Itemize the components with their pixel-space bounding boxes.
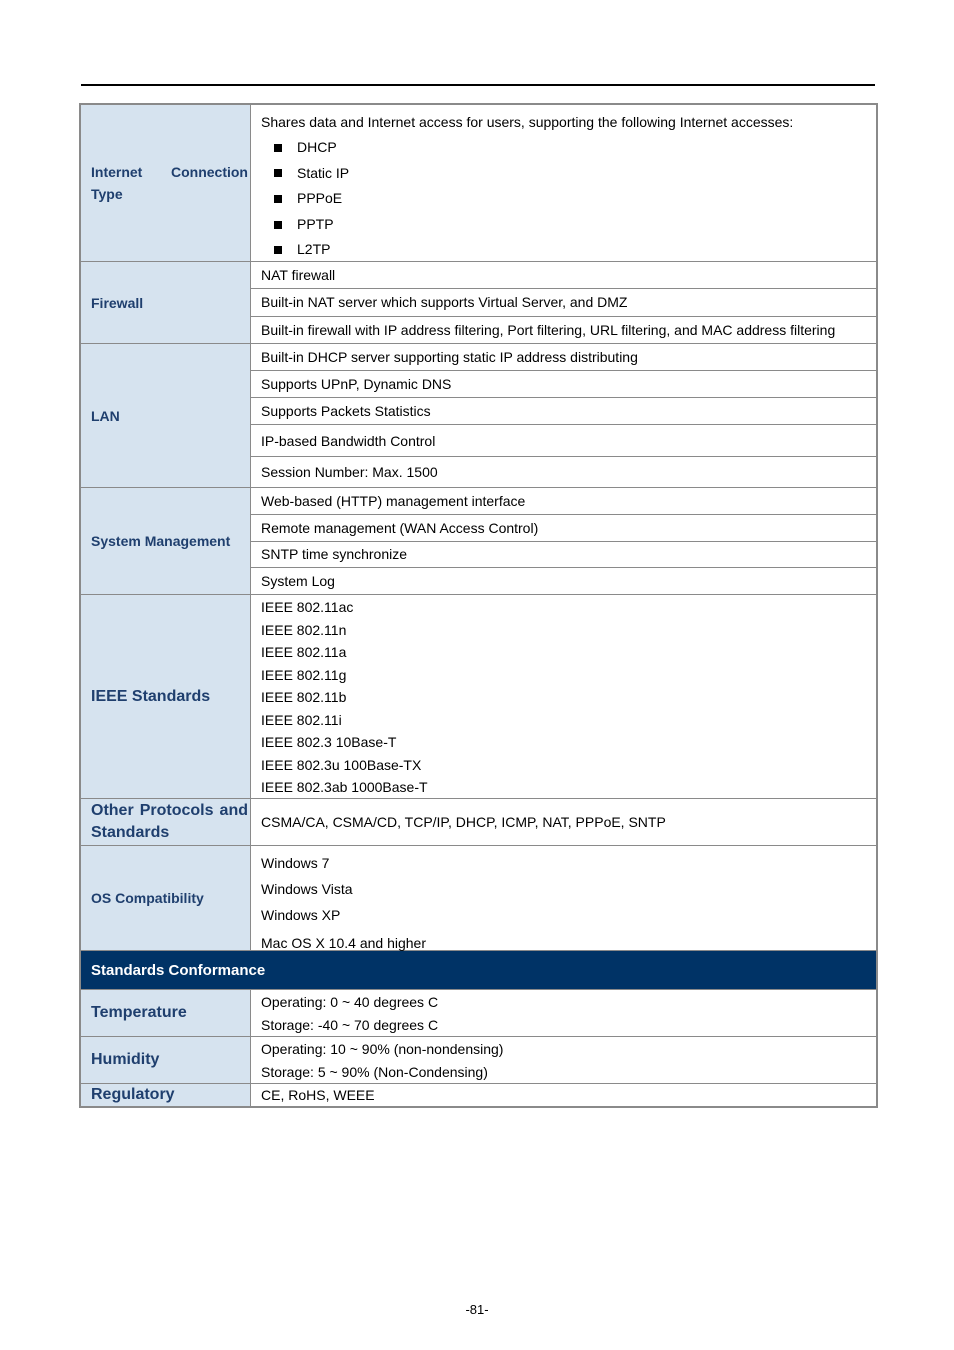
row-text: Built-in firewall with IP address filtering, Port filtering, URL filtering, and MAC address filtering <box>261 321 836 338</box>
spec-value-other-protocols <box>251 799 876 845</box>
label-line: Standards <box>91 824 170 841</box>
list-item <box>261 212 866 238</box>
list-item <box>261 135 866 161</box>
os-line: Windows Vista <box>261 881 353 897</box>
spec-row <box>251 515 876 542</box>
row-text: Built-in DHCP server supporting static IP address distributing <box>261 349 638 365</box>
spec-group-os <box>81 846 876 951</box>
spec-group-system-management <box>81 488 876 595</box>
os-line: Windows 7 <box>261 855 330 871</box>
standard-line: IEEE 802.11a <box>261 644 347 660</box>
standard-line: IEEE 802.11b <box>261 689 347 705</box>
spec-value-humidity <box>251 1037 876 1083</box>
standard-line: IEEE 802.11ac <box>261 599 354 615</box>
list-item <box>261 237 866 263</box>
os-line: Windows XP <box>261 907 341 923</box>
spec-label-regulatory <box>81 1084 251 1106</box>
internet-intro: Shares data and Internet access for users, supporting the following Internet accesses: <box>261 114 794 130</box>
row-text: Session Number: Max. 1500 <box>261 464 438 480</box>
page-number: -81- <box>465 1302 489 1317</box>
standard-line: IEEE 802.11i <box>261 711 342 728</box>
spec-value-lan <box>251 344 876 487</box>
spec-label-lan <box>81 344 251 487</box>
square-bullet-icon <box>274 221 282 229</box>
spec-row <box>251 398 876 425</box>
row-text: Web-based (HTTP) management interface <box>261 492 526 509</box>
spec-value-firewall <box>251 262 876 343</box>
square-bullet-icon <box>274 169 282 177</box>
spec-label-temperature <box>81 990 251 1036</box>
label-line: Other Protocols and <box>91 802 248 819</box>
row-text: System Log <box>261 573 335 590</box>
spec-label-os <box>81 846 251 950</box>
spec-row <box>251 457 876 487</box>
top-rule <box>81 84 875 86</box>
value-line: Storage: -40 ~ 70 degrees C <box>261 1016 439 1033</box>
standard-line: IEEE 802.3 10Base-T <box>261 734 397 750</box>
spec-label-firewall <box>81 262 251 343</box>
spec-group-ieee <box>81 595 876 799</box>
section-title: Standards Conformance <box>91 961 266 979</box>
label-text: System Management <box>91 533 231 549</box>
spec-row <box>251 262 876 289</box>
spec-group-humidity <box>81 1037 876 1084</box>
spec-row <box>251 289 876 316</box>
spec-value-internet <box>251 105 876 261</box>
section-header-standards-conformance <box>81 951 876 990</box>
os-line: Mac OS X 10.4 and higher <box>261 935 426 951</box>
list-item-text: L2TP <box>297 241 331 258</box>
list-item <box>261 186 866 212</box>
spec-table <box>79 103 878 1108</box>
square-bullet-icon <box>274 144 282 152</box>
row-text: Remote management (WAN Access Control) <box>261 519 539 536</box>
list-item <box>261 161 866 187</box>
spec-row <box>251 371 876 398</box>
row-text: Built-in NAT server which supports Virtual Server, and DMZ <box>261 294 628 311</box>
label-text: LAN <box>91 407 120 424</box>
spec-group-other-protocols <box>81 799 876 846</box>
list-item-text: DHCP <box>297 139 337 155</box>
spec-row <box>251 568 876 594</box>
spec-label-other-protocols <box>81 799 251 845</box>
list-item-text: Static IP <box>297 164 350 181</box>
spec-group-lan <box>81 344 876 488</box>
spec-row <box>251 344 876 371</box>
spec-row <box>251 542 876 569</box>
label-text: OS Compatibility <box>91 890 204 906</box>
standard-line: IEEE 802.11n <box>261 621 347 638</box>
standard-line: IEEE 802.3ab 1000Base-T <box>261 779 428 795</box>
label-text: Temperature <box>91 1004 187 1021</box>
standard-line: IEEE 802.11g <box>261 666 347 683</box>
spec-group-temperature <box>81 990 876 1037</box>
list-item-text: PPPoE <box>297 190 343 207</box>
label-text: Humidity <box>91 1051 160 1068</box>
row-text: NAT firewall <box>261 267 336 284</box>
row-text: Supports Packets Statistics <box>261 403 431 419</box>
label-text: Firewall <box>91 294 144 311</box>
spec-value-ieee <box>251 595 876 798</box>
square-bullet-icon <box>274 246 282 254</box>
spec-value-system-management <box>251 488 876 594</box>
spec-value-temperature <box>251 990 876 1036</box>
row-text: SNTP time synchronize <box>261 546 408 563</box>
standard-line: IEEE 802.3u 100Base-TX <box>261 756 422 773</box>
square-bullet-icon <box>274 195 282 203</box>
row-text: Supports UPnP, Dynamic DNS <box>261 376 452 392</box>
value-line: Operating: 0 ~ 40 degrees C <box>261 994 439 1010</box>
row-text: IP-based Bandwidth Control <box>261 432 436 449</box>
spec-label-ieee <box>81 595 251 798</box>
row-text: CSMA/CA, CSMA/CD, TCP/IP, DHCP, ICMP, NAT, PPPoE, SNTP <box>261 814 666 830</box>
value-line: Storage: 5 ~ 90% (Non-Condensing) <box>261 1063 488 1080</box>
spec-group-firewall <box>81 262 876 344</box>
spec-group-internet <box>81 105 876 262</box>
spec-group-regulatory <box>81 1084 876 1106</box>
spec-label-humidity <box>81 1037 251 1083</box>
label-line: Internet Connection <box>91 164 248 180</box>
value-line: Operating: 10 ~ 90% (non-nondensing) <box>261 1041 504 1057</box>
row-text: CE, RoHS, WEEE <box>261 1087 375 1103</box>
spec-label-internet <box>81 105 251 261</box>
spec-row <box>251 425 876 457</box>
spec-value-regulatory <box>251 1084 876 1106</box>
spec-label-system-management <box>81 488 251 594</box>
spec-row <box>251 488 876 515</box>
label-text: Regulatory <box>91 1086 175 1103</box>
list-item-text: PPTP <box>297 215 334 232</box>
label-text: IEEE Standards <box>91 687 211 705</box>
spec-value-os <box>251 846 876 950</box>
spec-row <box>251 317 876 343</box>
label-line: Type <box>91 186 123 202</box>
